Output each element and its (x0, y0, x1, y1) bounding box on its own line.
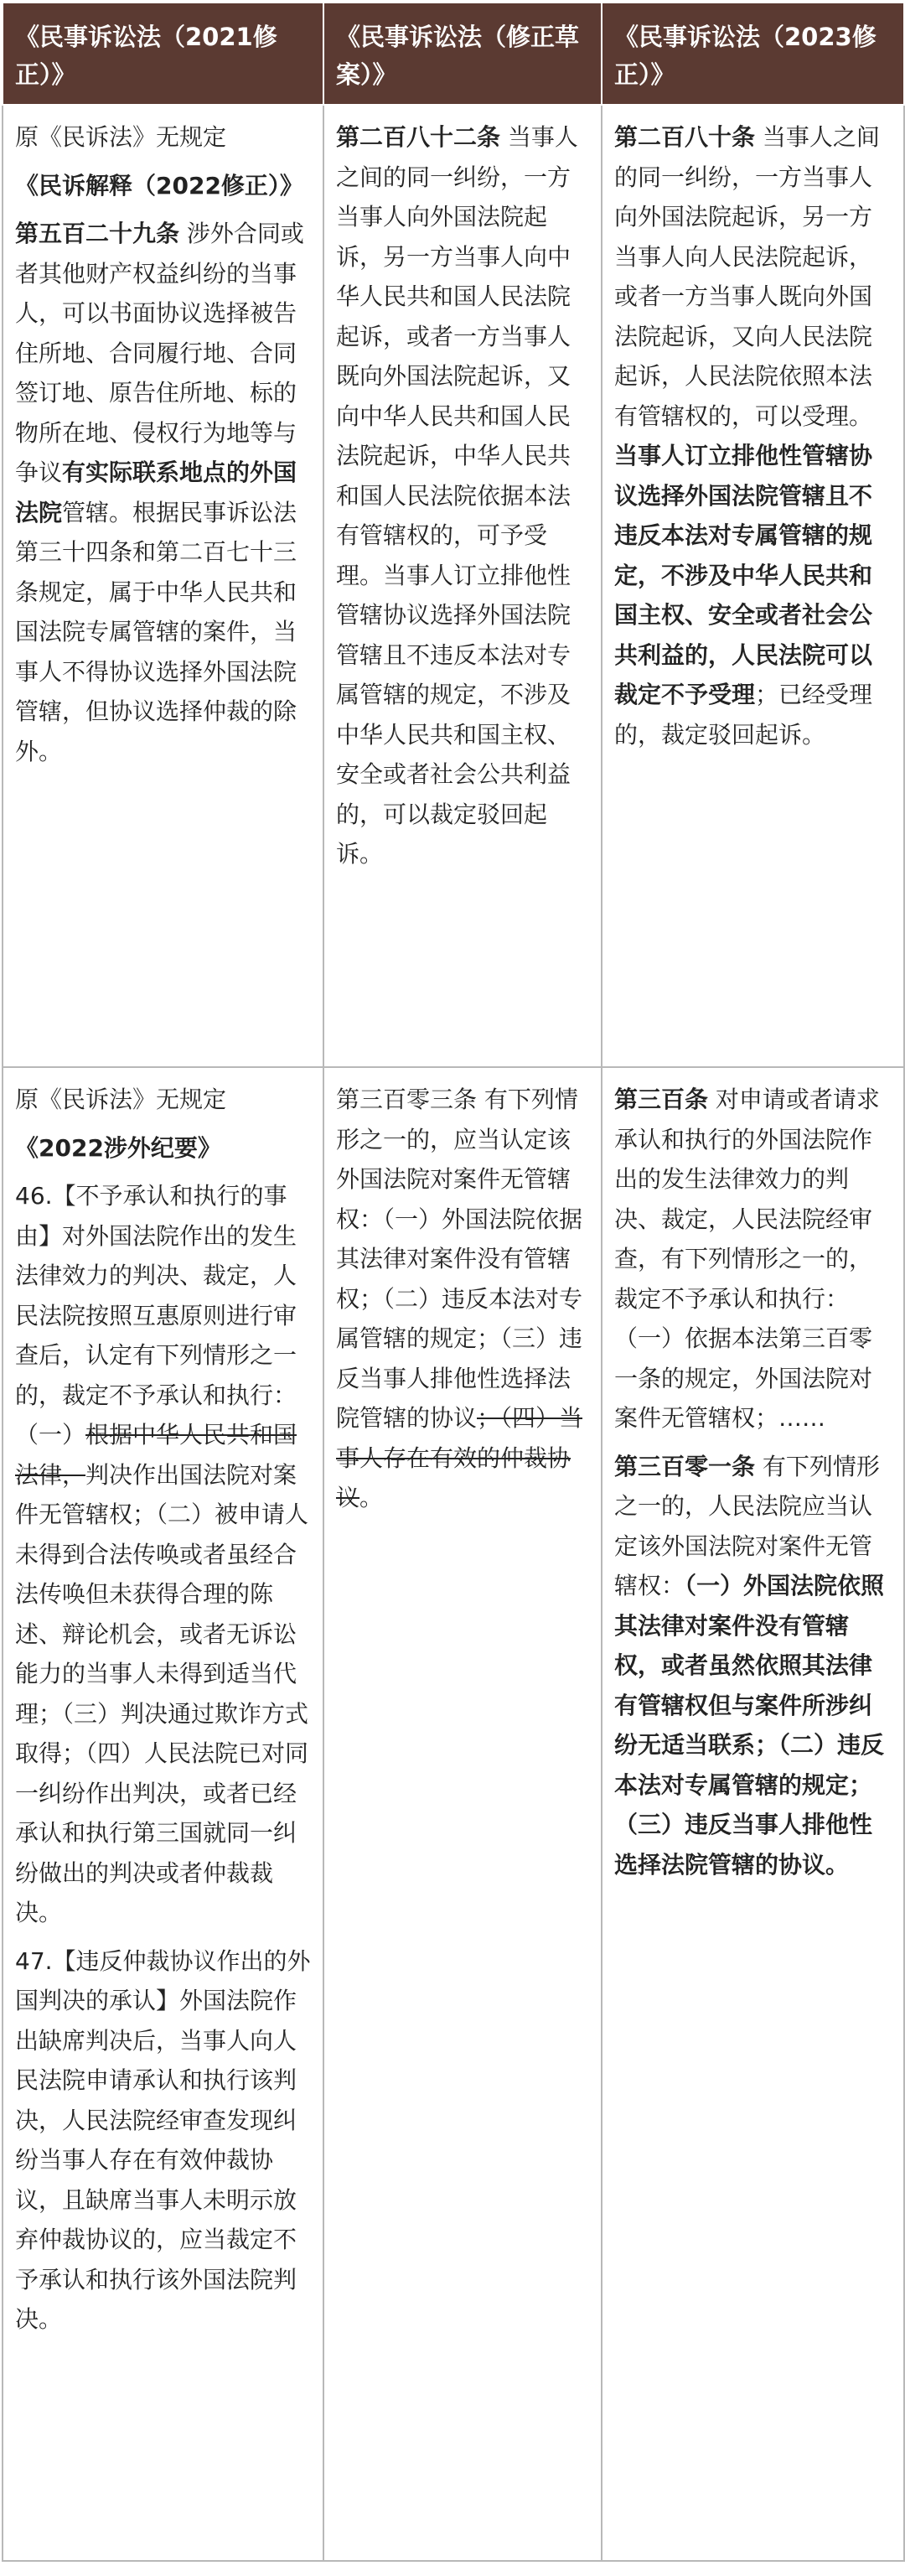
header-2023: 《民事诉讼法（2023修正）》 (602, 3, 904, 105)
article-paragraph (614, 1447, 892, 1885)
cell-2023-jurisdiction (602, 105, 904, 1067)
article-number: 第五百二十九条 (15, 220, 180, 247)
article-text: ；已经受理的，裁定驳回起诉。 (614, 681, 873, 749)
article-number: 第二百八十条 (614, 123, 756, 151)
cell-draft-recognition (323, 1067, 602, 2561)
article-text: 有下列情形之一的，人民法院应当认定该外国法院对案件无管辖权： (614, 1452, 880, 1599)
article-number: 第二百八十二条 (336, 123, 501, 151)
header-row (3, 3, 904, 105)
article-text: 当事人之间的同一纠纷，一方当事人向外国法院起诉，另一方当事人向中华人民共和国人民法院起诉，或者一方当事人既向外国法院起诉，又向中华人民共和国人民法院起诉，中华人民共和国人民法院依据本法有管辖权的，可予受理。当事人订立排他性管辖协议选择外国法院管辖且不违反本法对专属管辖的规定，不涉及中华人民共和国主权、安全或者社会公共利益的，可以裁定驳回起诉。 (336, 123, 578, 868)
source-title: 《民诉解释（2022修正）》 (15, 171, 303, 200)
law-comparison-table (2, 2, 905, 2562)
article-paragraph (336, 1080, 589, 1518)
article-paragraph (614, 117, 892, 754)
cell-2021-jurisdiction (3, 105, 323, 1067)
article-text: 46.【不予承认和执行的事由】对外国法院作出的发生法律效力的判决、裁定，人民法院按照互惠原则进行审查后，认定有下列情形之一的，裁定不予承认和执行：（一） (15, 1182, 297, 1449)
deleted-text: 根据中华人民共和国法律， (15, 1421, 297, 1489)
table-row (3, 105, 904, 1067)
article-number: 第三百条 (614, 1086, 709, 1113)
article-paragraph: 47.【违反仲裁协议作出的外国判决的承认】外国法院作出缺席判决后，当事人向人民法院申请承认和执行该判决，人民法院经审查发现纠纷当事人存在有效仲裁协议，且缺席当事人未明示放弃仲裁协议的，应当裁定不予承认和执行该外国法院判决。 (15, 1946, 311, 2333)
header-2021: 《民事诉讼法（2021修正）》 (3, 3, 323, 105)
article-text: 。 (359, 1484, 384, 1511)
table-row (3, 1067, 904, 2561)
no-provision-note: 原《民诉法》无规定 (15, 1086, 227, 1113)
article-highlight: （一）外国法院依照其法律对案件没有管辖权，或者虽然依照其法律有管辖权但与案件所涉纠纷无适当联系；（二）违反本法对专属管辖的规定；（三）违反当事人排他性选择法院管辖的协议。 (614, 1572, 885, 1879)
article-paragraph (15, 214, 311, 771)
article-text: 涉外合同或者其他财产权益纠纷的当事人，可以书面协议选择被告住所地、合同履行地、合同签订地、原告住所地、标的物所在地、侵权行为地等与争议 (15, 220, 304, 486)
source-title: 《2022涉外纪要》 (15, 1133, 221, 1162)
article-text: 判决作出国法院对案件无管辖权；（二）被申请人未得到合法传唤或者虽经合法传唤但未获得合理的陈述、辩论机会，或者无诉讼能力的当事人未得到适当代理；（三）判决通过欺诈方式取得；（四）人民法院已对同一纠纷作出判决，或者已经承认和执行第三国就同一纠纷做出的判决或者仲裁裁决。 (15, 1460, 309, 1926)
article-paragraph (15, 1176, 311, 1933)
article-number: 第三百零一条 (614, 1452, 756, 1480)
article-text: 当事人之间的同一纠纷，一方当事人向外国法院起诉，另一方当事人向人民法院起诉，或者一方当事人既向外国法院起诉，又向人民法院起诉，人民法院依照本法有管辖权的，可以受理。 (614, 123, 880, 430)
article-paragraph (336, 117, 589, 874)
no-provision-note: 原《民诉法》无规定 (15, 123, 227, 151)
cell-2023-recognition (602, 1067, 904, 2561)
article-text: 对申请或者请求承认和执行的外国法院作出的发生法律效力的判决、裁定，人民法院经审查，有下列情形之一的，裁定不予承认和执行：（一）依据本法第三百零一条的规定，外国法院对案件无管辖权；…… (614, 1086, 880, 1432)
cell-draft-jurisdiction (323, 105, 602, 1067)
cell-2021-recognition (3, 1067, 323, 2561)
article-text: 第三百零三条 有下列情形之一的，应当认定该外国法院对案件无管辖权：（一）外国法院依据其法律对案件没有管辖权；（二）违反本法对专属管辖的规定；（三）违反当事人排他性选择法院管辖的协议 (336, 1086, 583, 1432)
article-paragraph (614, 1080, 892, 1438)
article-highlight: 有实际联系地点的外国法院 (15, 459, 297, 526)
article-highlight: 当事人订立排他性管辖协议选择外国法院管辖且不违反本法对专属管辖的规定，不涉及中华人民共和国主权、安全或者社会公共利益的，人民法院可以裁定不予受理 (614, 442, 873, 708)
article-text: 管辖。根据民事诉讼法第三十四条和第二百七十三条规定，属于中华人民共和国法院专属管辖的案件，当事人不得协议选择外国法院管辖，但协议选择仲裁的除外。 (15, 498, 297, 765)
header-draft: 《民事诉讼法（修正草案）》 (323, 3, 602, 105)
deleted-text: ；（四）当事人存在有效的仲裁协议 (336, 1404, 583, 1511)
